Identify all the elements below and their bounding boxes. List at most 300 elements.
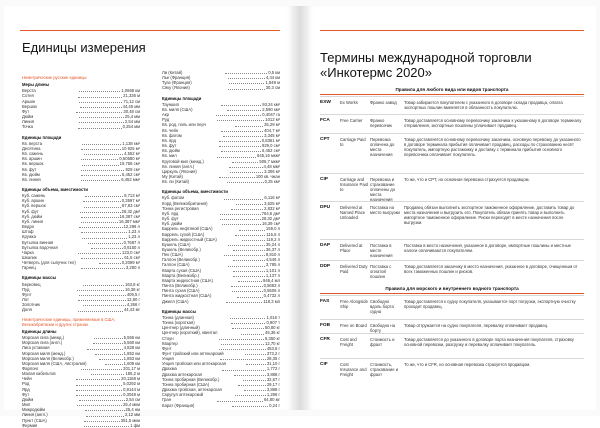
unit-name: Кв. ли (Китай) [162,179,190,185]
incoterm-code: CIP [320,177,328,182]
unit-name: Тонна регистровая [162,205,199,211]
unit-name: Баррель сухой (США) [162,231,205,237]
unit-value: 28,35 г [266,356,280,362]
leader-dots [230,315,265,319]
leader-dots [79,114,124,118]
leader-dots [217,117,264,121]
unit-name: Морская миля (межд.) [22,350,66,356]
incoterm-code: EXW [320,100,331,105]
unit-value: 1,138 км² [122,140,140,146]
unit-name: Пинта жидкостная (США) [162,293,212,299]
incoterm-russian: Свободно на борту [370,323,396,333]
spacer [162,304,280,307]
unit-name: Линия [22,119,35,125]
unit-value: 119,2 л [266,236,281,242]
section-rule [320,94,584,95]
leader-dots [216,112,262,116]
unit-name: Туаз (Франция) [162,80,192,86]
unit-value: 6,350 кг [265,335,281,341]
unit-value: 1,852 км [123,350,140,356]
unit-value: 1,772 г [266,366,280,372]
unit-value: 351,5 мкм [120,417,140,423]
leader-dots [78,250,121,254]
unit-name: Квартер [162,340,178,346]
incoterm-code: DAP [320,243,331,248]
unit-value: 71,12 см [123,98,141,104]
section-rule [320,293,584,294]
unit-value: 4,44 км [265,75,280,81]
unit-value: 0,24 г [269,402,280,408]
unit-name: Фунт тройский или аптекарский [162,350,224,356]
unit-name: Тонна (длинная) [162,314,194,320]
leader-dots [83,302,125,306]
unit-name: Куб. вершок [22,203,46,209]
incoterm-description: Товар доставляется основному перевозчику заказчика, основную перевозку до указанного в договоре терминала прибытия оплачивает продавец, расходы по страхованию несёт покупатель, импортную растаможку и доставку с терминала прибытия основного перевозчика оплачивает покупатель. [404,137,581,157]
unit-name: Фунт [22,291,32,297]
leader-dots [226,299,262,303]
incoterm-description: Товар доставляется до указанного в договоре порта назначения покупателя, страховку основной перевозки, разгрузку и перевалку оплачивает покупатель. [404,337,574,347]
unit-value: 0,5506 л [263,288,281,294]
unit-value: 0,50580 м² [119,156,140,162]
unit-name: Куб. сажень [22,193,46,199]
unit-value: 29,17 г [266,381,281,387]
incoterm-english: Delivered at Place [340,243,363,253]
unit-value: 0,5683 л [263,283,281,289]
unit-name: Кварта жидкостная (США) [162,277,213,283]
leader-dots [78,307,123,311]
unit-value: 28,32 дм³ [121,208,141,214]
leader-dots [220,356,266,360]
unit-name: Куб. фут [22,208,39,214]
unit-value: 45,36 кг [265,330,281,336]
unit-name: Центнер (короткий), квинтал [162,330,218,336]
spacer [22,270,140,273]
unit-name: Галлон (Великобр.) [162,257,200,263]
unit-value: 50,80 кг [265,325,281,331]
incoterm-english: Delivered Duty Paid [340,264,368,274]
unit-value: 0,3048 м [123,391,140,397]
unit-value: 8,810 л [265,252,280,258]
unit-value: 929 см² [125,166,140,172]
incoterm-description: То же, что и CFR, но основная перевозка страхуется продавцом. [404,362,531,367]
unit-name: Фут [22,391,30,397]
spacer [22,182,140,185]
unit-name: Бушель (США) [162,241,191,247]
unit-value: 20,1168 м [121,376,140,382]
left-page [4,6,294,428]
unit-value: 36,37 л [265,247,280,252]
incoterm-russian: Поставка в месте назначения [370,243,393,258]
unit-name: Лига уставная [22,345,50,351]
unit-value: 1,609 км [123,360,141,366]
unit-name: Малая кабельтов [22,371,56,377]
unit-name: Стоун [162,335,174,341]
unit-row [22,423,140,428]
incoterm-description: Товар доставляется заказчику в место назначения, указанное в договоре, очищенным от всех таможенных пошлин и рисков. [404,264,578,274]
unit-name: Карат (Франция) [162,402,195,408]
leader-dots [238,278,262,282]
unit-name: Кв. фут [22,166,37,172]
unit-name: Кварта сухая (США) [162,267,201,273]
unit-name: Драхма [162,366,177,372]
incoterm-english: Ex Works [340,100,358,105]
leader-dots [91,245,123,249]
unit-name: Куб. ярд [162,210,179,216]
unit-value: 31,10 г [266,361,281,367]
unit-name: Ярд [22,386,30,392]
page-title-incoterms: Термины международной торговли «Инкотермс 2020» [320,50,532,80]
unit-name: Штоф [22,229,34,235]
incoterm-row [320,239,584,261]
unit-name: Драхма тройская, аптекарская [162,387,222,393]
leader-dots [95,351,123,355]
unit-value: 5,0292 м [123,381,140,387]
unit-name: Чейн [22,376,32,382]
leader-dots [237,293,262,297]
table-section-heading: Правила для любого вида или видов транспорта [395,87,509,92]
units-column-2 [162,70,280,408]
unit-value: 12,80 г [126,297,141,303]
leader-dots [220,216,260,220]
unit-name: Галлон (США) [162,262,190,268]
leader-dots [219,174,254,178]
leader-dots [243,377,266,381]
unit-name: Аршин [22,98,36,104]
unit-name: Морская лига (англ.) [22,340,63,346]
subsection-heading: Единицы площади [22,134,62,140]
leader-dots [238,382,266,386]
leader-dots [220,211,261,215]
unit-value: 0,25 км² [264,179,280,185]
leader-dots [78,297,126,301]
unit-value: 3,280 л [125,265,141,271]
unit-value: 201,17 м [123,365,140,371]
unit-value: 373,2 г [266,350,281,356]
unit-value: 645,16 мкм² [257,153,280,159]
unit-name: Куб. аршин [22,198,44,204]
incoterm-russian: Франко перевозчик [370,118,392,128]
leader-dots [81,255,124,259]
leader-dots [76,381,122,385]
leader-dots [233,257,265,261]
unit-value: 0,2099 м³ [121,260,141,266]
leader-dots [236,201,263,205]
leader-dots [233,268,264,272]
unit-value: 3,888 г [266,387,281,393]
unit-name: Точка [22,124,33,130]
unit-name: Фермия [22,422,38,428]
leader-dots [81,265,125,269]
incoterm-code: DPU [320,205,331,210]
unit-value: 12,70 кг [265,340,281,346]
incoterm-row [320,173,584,202]
unit-name: Доля [22,307,32,313]
leader-dots [241,330,264,334]
leader-dots [217,153,256,157]
leader-dots [219,138,261,142]
unit-name: Пинта (Великобр.) [162,283,198,289]
unit-value: 1,23 л [128,234,140,240]
leader-dots [79,292,126,296]
unit-name: Морская лига (межд.) [22,335,65,341]
incoterm-russian: Поставка с оплатой пошлин [370,264,392,279]
unit-value: 929,0 см² [262,143,281,149]
unit-name: Кв. линия [22,176,41,182]
leader-dots [231,320,266,324]
unit-name: Бутылка водочная [22,244,58,250]
leader-dots [235,392,266,396]
unit-value: 5,556 км [123,335,140,341]
unit-name: Пункт (США) [22,417,47,423]
incoterm-row [320,114,584,134]
subsection-heading: Единицы площади [162,95,202,101]
unit-value: 44,45 мм [122,103,141,109]
section-heading: Неметрические единицы, применяемые в США, Великобритании и других странах [22,316,116,327]
leader-dots [87,345,123,349]
unit-name: Кв. ярд [162,137,176,143]
unit-value: 1,23 л [128,229,140,235]
unit-name: Тонна пробирная (Великобр.) [162,376,220,382]
incoterm-english: Cost and Freight [340,337,357,347]
unit-value: 163,8 кг [125,281,141,287]
unit-value: 6,452 см² [261,148,280,154]
unit-name: Кв. вершок [22,161,44,167]
leader-dots [217,397,262,401]
unit-name: Ли (Китай) [162,70,183,75]
unit-value: 64,80 мг [263,397,281,403]
unit-name: Куб. фут [162,216,179,222]
incoterm-row [320,201,584,240]
leader-dots [246,361,265,365]
incoterm-code: CIF [320,362,328,367]
unit-name: Кварта (Великобр.) [162,272,200,278]
page-fold [294,6,306,410]
unit-value: 115,6 л [266,231,281,237]
unit-name: Фарлонг [22,365,39,371]
unit-value: 2,54 см [125,396,140,402]
unit-name: Десятина [22,145,41,151]
incoterm-description: Товар доставляется основному перевозчику заказчика к указанному в договоре терминалу отправления, экспортные пошлины уплачивает продавец. [404,118,582,128]
unit-name: Драхма аптекарская [162,371,202,377]
unit-value: 3,306 м² [264,168,280,174]
unit-name: Циркуль (Япония) [162,168,197,174]
unit-name: Кв. мил [162,153,177,159]
unit-name: Кв. фут [162,143,177,149]
unit-name: Гарнец [22,265,36,271]
unit-name: Кв. род, поль или перч [162,122,206,128]
unit-name: Дюйм [22,114,34,120]
unit-value: 0,5 км [268,70,280,75]
unit-name: Бушель (Великобр.) [162,247,201,252]
leader-dots [219,336,264,340]
section-heading: Неметрические русские единицы [22,75,87,80]
unit-name: Чарка [22,249,34,255]
right-page [306,6,596,410]
leader-dots [219,143,261,147]
leader-dots [81,167,125,171]
unit-value: 28,32 дм³ [261,216,281,222]
incoterm-english: Carriage Paid to [340,137,366,147]
leader-dots [229,80,265,84]
unit-value: 2,832 м³ [264,205,281,211]
left-accent-line [20,30,280,31]
leader-dots [81,146,121,150]
incoterm-russian: Стоимость и фрахт [370,337,395,347]
incoterm-russian: Перевозка и страхование оплачены до места назначения [370,177,396,202]
incoterm-description: Товар забирается покупателем с указанного в договоре склада продавца, оплата экспортных пошлин вменяется в обязанность покупателю. [404,100,563,110]
unit-value: 0,907 т [266,320,280,326]
unit-value: 32,67 г [266,376,281,382]
incoterm-row [320,260,584,286]
incoterm-code: FOB [320,323,331,328]
leader-dots [93,340,123,344]
incoterm-russian: Перевозка оплачена до места назначения [370,137,395,157]
spacer [22,130,140,133]
leader-dots [105,361,123,365]
unit-name: Вершок [22,103,37,109]
unit-value: 61,5 см³ [124,255,140,260]
incoterm-russian: Франко завод [370,100,397,105]
unit-name: Шкалик [22,255,37,260]
leader-dots [229,164,263,168]
leader-dots [84,151,124,155]
unit-value: 0,3597 м³ [121,198,141,204]
unit-value: 946,4 мл [263,277,280,283]
unit-name: Верста [22,88,36,94]
unit-name: Кв. фатом [162,132,182,138]
leader-dots [230,169,263,173]
right-accent-line [320,30,584,31]
unit-name: Гран [162,397,172,403]
spacer [162,184,280,187]
leader-dots [76,392,122,396]
leader-dots [228,75,265,79]
unit-value: 87,83 см³ [121,203,140,209]
unit-value: 3,888 г [266,371,280,377]
leader-dots [77,287,124,291]
incoterm-description: Товар доставляется к судну покупателя, указывается порт погрузки, экспортную очистку проходит продавец. [404,299,576,309]
unit-name: Куб. фатом [162,195,185,201]
unit-value: 1,296 г [266,392,281,398]
incoterm-description: То же, что и CPT, но основная перевозка страхуется продавцом. [404,177,530,182]
unit-value: 5,560 км [123,340,141,346]
leader-dots [76,387,122,391]
unit-value: 159,0 л [265,226,281,232]
leader-dots [224,195,263,199]
incoterm-code: CFR [320,337,330,342]
unit-name: Кв. аршин [22,156,42,162]
unit-value: 1012 м² [265,117,280,123]
leader-dots [219,346,266,350]
unit-name: Тонна (короткая) [162,320,195,326]
unit-name: Кв. верста [22,140,43,146]
incoterm-row [320,133,584,174]
leader-dots [86,412,124,416]
unit-value: 506,7 мкм² [259,158,281,164]
incoterm-code: DDP [320,264,331,269]
incoterm-code: FAS [320,299,330,304]
incoterm-english: Carriage and Insurance Paid to [340,177,368,192]
leader-dots [225,70,267,74]
leader-dots [85,407,124,411]
unit-name: Род [22,381,30,387]
unit-value: 3,625 м³ [264,200,281,206]
incoterm-russian: Стоимость, страхование и фрахт [370,362,399,377]
unit-value: 0,7687 л [123,239,140,245]
unit-value: 0,8361 м² [261,137,280,143]
unit-value: 6,116 м³ [264,195,280,201]
incoterm-english: Cost Insurance and Freight [340,362,367,377]
leader-dots [227,179,264,183]
leader-dots [221,102,262,106]
leader-dots [235,232,265,236]
unit-name: Линия (англ.) [22,412,48,418]
incoterm-row [320,319,584,334]
incoterm-row [320,96,584,115]
unit-value: 6,452 см² [121,171,140,177]
unit-name: Корд (Великобритания) [162,200,208,206]
unit-value: 1,016 т [266,314,281,320]
leader-dots [77,402,122,406]
leader-dots [228,242,265,246]
unit-name: Ведро [22,224,35,230]
leader-dots [233,247,265,251]
leader-dots [81,366,122,370]
incoterm-row [320,295,584,320]
leader-dots [228,85,265,89]
unit-name: Берковец [22,281,41,287]
unit-name: Тонна пробирная (США) [162,381,210,387]
unit-value: 4,828 км [123,345,141,351]
leader-dots [239,226,265,230]
unit-name: Лот [22,297,29,303]
leader-dots [83,282,124,286]
unit-name: Куб. дюйм [22,213,43,219]
leader-dots [76,109,122,113]
table-section-heading: Правила для морского и внутреннего водного транспорта [385,286,519,291]
unit-value: 123,0 см³ [121,249,140,255]
unit-value: 2,12 мм [124,412,141,418]
unit-value: 409,5 г [126,291,140,297]
unit-name: Акр [162,112,169,118]
unit-name: Пуд [22,286,30,292]
incoterm-row [320,358,584,387]
leader-dots [221,128,263,132]
incoterm-description: Поставка в место назначения, указанное в договоре, импортные пошлины и местные налоги оплачиваются покупателем. [404,243,571,253]
unit-value: 764,6 дм³ [261,210,281,216]
spacer [22,313,140,316]
unit-name: Унция тройская или аптекарская [162,361,226,367]
leader-dots [79,397,124,401]
leader-dots [231,283,263,287]
unit-value: 19,758 см² [119,161,141,167]
unit-name: Кв. миля (США) [162,106,193,112]
leader-dots [222,366,266,370]
unit-name: Четверть (для сыпучих тел) [22,260,76,266]
unit-value: 44,43 мг [123,307,140,313]
leader-dots [82,161,119,165]
leader-dots [232,403,268,407]
units-column-1 [22,74,140,428]
unit-value: 4,546 л [265,257,281,263]
unit-value: 0,254 мм [122,124,140,130]
unit-value: 21,336 м [123,93,140,99]
incoterm-code: FCA [320,118,330,123]
page-title-units: Единицы измерения [22,40,146,55]
leader-dots [80,209,120,213]
unit-value: 16,38 кг [124,286,140,292]
unit-name: Сяку (Япония) [162,85,190,91]
